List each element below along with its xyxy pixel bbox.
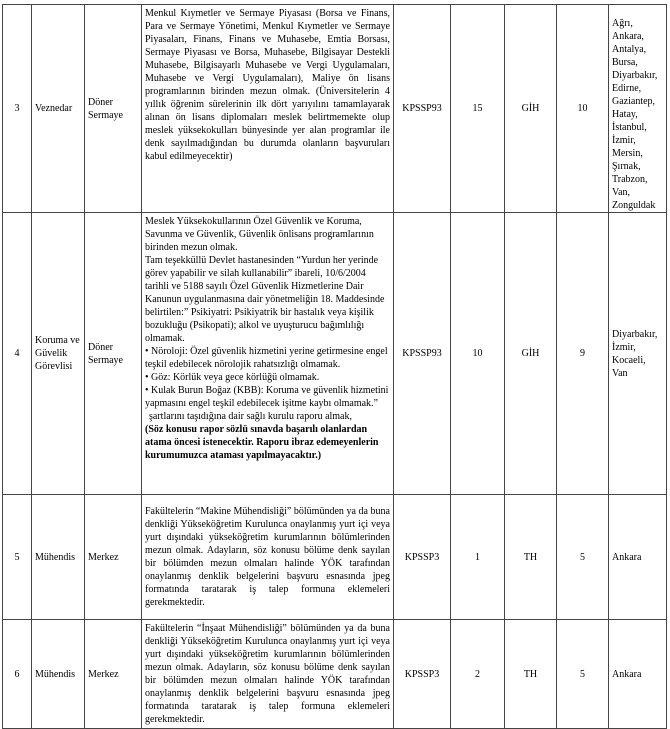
qualification-paragraph: • Kulak Burun Boğaz (KBB): Koruma ve güvenlik hizmetini yapmasını engel teşkil edebilecek işitme kaybı olmamak.” xyxy=(145,385,389,409)
budget-type: Merkez xyxy=(85,620,142,729)
cities: Ankara xyxy=(609,620,667,729)
score-type: KPSSP93 xyxy=(394,213,451,495)
service-class: GİH xyxy=(505,5,557,213)
score-type: KPSSP3 xyxy=(394,620,451,729)
row-number: 3 xyxy=(3,5,32,213)
qualification-text xyxy=(142,213,394,495)
cities: Ankara xyxy=(609,495,667,620)
qualification-paragraph: Fakültelerin “Makine Mühendisliği” bölümünden ya da buna denkliği Yükseköğretim Kurulunca onaylanmış yurt içi veya yurt dışındaki yükseköğretim kurumlarının bölümlerinden mezun olmak. Adayların, söz konusu bölüme denk sayılan bir bölümden mezun olmaları halinde YÖK tarafından onaylanmış denklik belgelerini başvuru esnasında jpeg formatında taratarak iş talep formuna eklemeleri gerekmektedir. xyxy=(145,506,390,608)
row-number: 4 xyxy=(3,213,32,495)
position-title: Mühendis xyxy=(32,620,85,729)
qualification-note: (Söz konusu rapor sözlü sınavda başarılı olanlardan atama öncesi istenecektir. Raporu ibraz edemeyenlerin kurumumuzca ataması yapılmayacaktır.) xyxy=(145,424,379,461)
degree: 5 xyxy=(557,495,609,620)
position-title: Mühendis xyxy=(32,495,85,620)
position-count: 2 xyxy=(451,620,505,729)
qualification-paragraph: Tam teşekküllü Devlet hastanesinden “Yurdun her yerinde görev yapabilir ve silah kullanabilir” ibareli, 10/6/2004 tarihli ve 5188 sayılı Özel Güvenlik Hizmetlerine Dair Kanunun uygulanmasına dair yönetmeliğin 18. Maddesinde belirtilen:” Psikiyatri: Psikiyatrik bir hastalık veya kişilik bozukluğu (Psikopati); alkol ve uyuşturucu bağımlılığı olmamak. xyxy=(145,255,385,344)
table-row xyxy=(3,213,667,495)
service-class: TH xyxy=(505,495,557,620)
budget-type: Döner Sermaye xyxy=(85,5,142,213)
qualification-paragraph: şartlarını taşıdığına dair sağlı kurulu raporu almak, xyxy=(149,411,352,422)
cities: Diyarbakır, İzmir, Kocaeli, Van xyxy=(609,213,667,495)
qualification-text xyxy=(142,620,394,729)
qualification-paragraph: Menkul Kıymetler ve Sermaye Piyasası (Borsa ve Finans, Para ve Sermaye Yönetimi, Menkul Kıymetler ve Sermaye Piyasaları, Finans, Finans ve Muhasebe, Emtia Borsası, Sermaye Piyasası ve Borsa, Muhasebe, Bilgisayar Destekli Muhasebe, Bilgisayarlı Muhasebe ve Vergi Uygulamaları, Muhasebe ve Vergi Uygulamaları), Maliye ön lisans programlarının birinden mezun olmak. (Üniversitelerin 4 yıllık öğrenim sürelerinin ilk dört yarıyılını tamamlayarak alınan ön lisans diplomaları meslek belirtmemekte olup meslek yüksekokulları bünyesinde yer alan programlar ile denk sayılmadığından bu durumda olanların başvuruları kabul edilmeyecektir) xyxy=(145,8,390,162)
budget-type: Merkez xyxy=(85,495,142,620)
position-count: 10 xyxy=(451,213,505,495)
degree: 10 xyxy=(557,5,609,213)
degree: 5 xyxy=(557,620,609,729)
table-row xyxy=(3,5,667,213)
score-type: KPSSP3 xyxy=(394,495,451,620)
qualification-paragraph: Meslek Yüksekokullarının Özel Güvenlik ve Koruma, Savunma ve Güvenlik, Güvenlik önlisans programlarının birinden mezun olmak. xyxy=(145,216,374,253)
table-row xyxy=(3,495,667,620)
position-count: 15 xyxy=(451,5,505,213)
qualification-paragraph: Fakültelerin “İnşaat Mühendisliği” bölümünden ya da buna denkliği Yükseköğretim Kurulunca onaylanmış yurt içi veya yurt dışındaki yükseköğretim kurumlarının bölümlerinden mezun olmak. Adayların, söz konusu bölüme denk sayılan bir bölümden mezun olmaları halinde YÖK tarafından onaylanmış denklik belgelerini başvuru esnasında jpeg formatında taratarak iş talep formuna eklemeleri gerekmektedir. xyxy=(145,623,390,725)
position-title: Veznedar xyxy=(32,5,85,213)
qualification-text xyxy=(142,5,394,213)
job-listing-table xyxy=(2,4,667,729)
score-type: KPSSP93 xyxy=(394,5,451,213)
cities: Ağrı, Ankara, Antalya, Bursa, Diyarbakır, Edirne, Gaziantep, Hatay, İstanbul, İzmir, Mersin, Şırnak, Trabzon, Van, Zonguldak xyxy=(609,5,667,213)
budget-type: Döner Sermaye xyxy=(85,213,142,495)
row-number: 5 xyxy=(3,495,32,620)
position-title: Koruma ve Güvelik Görevlisi xyxy=(32,213,85,495)
row-number: 6 xyxy=(3,620,32,729)
qualification-paragraph: • Nöroloji: Özel güvenlik hizmetini yerine getirmesine engel teşkil edebilecek nörolojik rahatsızlığı olmamak. xyxy=(145,346,388,370)
degree: 9 xyxy=(557,213,609,495)
qualification-paragraph: • Göz: Körlük veya gece körlüğü olmamak. xyxy=(145,372,320,383)
position-count: 1 xyxy=(451,495,505,620)
service-class: TH xyxy=(505,620,557,729)
qualification-text xyxy=(142,495,394,620)
table-row xyxy=(3,620,667,729)
service-class: GİH xyxy=(505,213,557,495)
